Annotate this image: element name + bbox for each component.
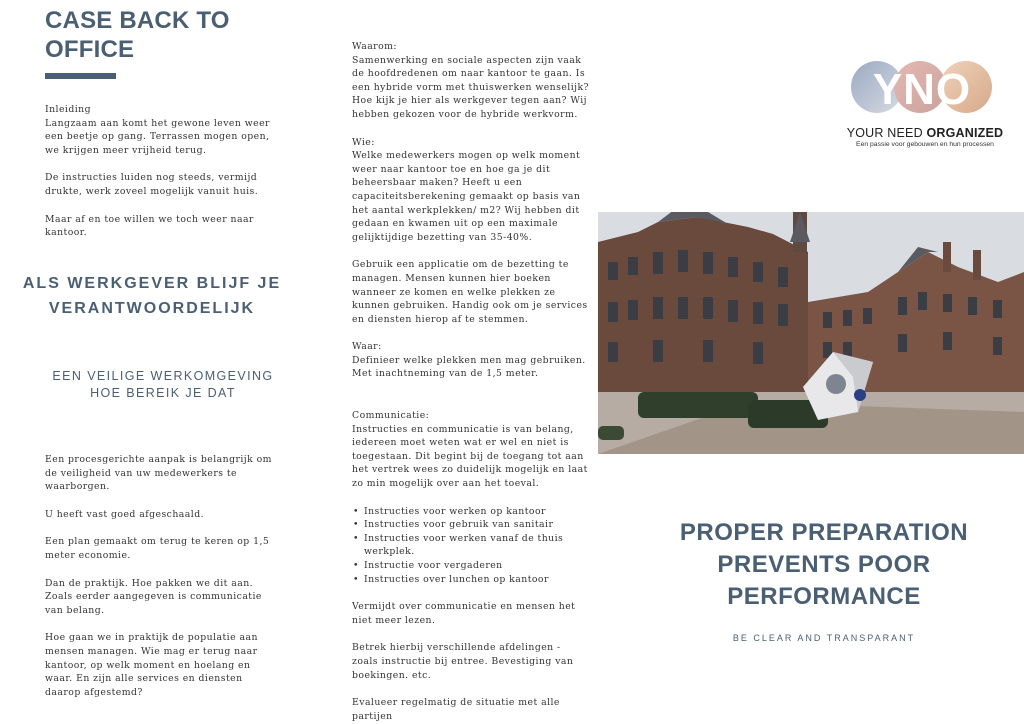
app-text: Gebruik een applicatie om de bezetting te managen. Mensen kunnen hier boeken wanneer ze komen en welke plekken ze kunnen gebruiken. Handig ook om je services en diensten hierop af te stemmen. xyxy=(352,259,588,325)
building-photo-icon xyxy=(598,212,1024,454)
list-item: • Instructies voor werken vanaf de thuis werkplek. xyxy=(364,532,590,559)
after-text-3: Evalueer regelmatig de situatie met alle partijen xyxy=(352,697,560,722)
intro-text-1: Langzaam aan komt het gewone leven weer een beetje op gang. Terrassen mogen open, we krijgen meer vrijheid terug. xyxy=(45,117,270,156)
list-item: • Instructies voor werken op kantoor xyxy=(364,505,590,519)
process-block xyxy=(45,453,275,699)
yno-logo xyxy=(840,56,1010,151)
process-text-5: Hoe gaan we in praktijk de populatie aan mensen managen. Wie mag er terug naar kantoor, op welk moment en hoelang en waar. En zijn alle services en diensten daarop afgestemd? xyxy=(45,632,258,698)
waar-label: Waar: xyxy=(352,341,382,353)
page-title: CASE BACK TO OFFICE xyxy=(45,7,230,63)
building-photo xyxy=(598,212,1024,454)
intro-block xyxy=(45,103,280,240)
waarom-text: Samenwerking en sociale aspecten zijn vaak de hoofdredenen om naar kantoor te gaan. Is een hybride vorm met thuiswerken wenselijk? Hoe kijk je hier als werkgever tegen aan? Wij hebben gekozen voor de hybride werkvorm. xyxy=(352,54,589,120)
logo-mark-icon xyxy=(840,56,1010,116)
after-text-2: Betrek hierbij verschillende afdelingen - zoals instructie bij entree. Bevestiging van boekingen. etc. xyxy=(352,642,574,681)
title-underline xyxy=(45,73,116,79)
section-subheading: EEN VEILIGE WERKOMGEVING HOE BEREIK JE DAT xyxy=(52,369,274,400)
logo-name-part-1: YOUR NEED xyxy=(846,126,927,140)
intro-text-3: Maar af en toe willen we toch weer naar kantoor. xyxy=(45,213,254,239)
process-text-3: Een plan gemaakt om terug te keren op 1,5 meter economie. xyxy=(45,536,270,561)
waarom-label: Waarom: xyxy=(352,41,397,52)
instruction-list xyxy=(352,505,590,587)
tagline: BE CLEAR AND TRANSPARANT xyxy=(732,633,916,643)
middle-column xyxy=(352,40,590,723)
wie-text: Welke medewerkers mogen op welk moment weer naar kantoor toe en hoe ga je dit beheersbaar maken? Heeft u een capaciteitsberekening gemaakt op basis van het aantal werkplekken/ m2? Wij hebben dit gedaan en kwamen uit op een maximale gelijktijdige bezetting van 35-40%. xyxy=(352,150,581,243)
process-text-2: U heeft vast goed afgeschaald. xyxy=(45,508,204,520)
intro-label: Inleiding xyxy=(45,104,92,115)
wie-label: Wie: xyxy=(352,136,375,148)
waar-text: Definieer welke plekken men mag gebruiken. Met inachtneming van de 1,5 meter. xyxy=(352,354,586,380)
process-text-4: Dan de praktijk. Hoe pakken we dit aan. Zoals eerder aangegeven is communicatie van belang. xyxy=(45,577,262,616)
logo-slogan: Een passie voor gebouwen en hun processen xyxy=(856,141,994,148)
list-item: • Instructies voor gebruik van sanitair xyxy=(364,518,590,532)
headline: PROPER PREPARATION PREVENTS POOR PERFORMANCE xyxy=(679,519,969,610)
communicatie-text: Instructies en communicatie is van belang, iedereen moet weten wat er wel en niet is toegestaan. Dit begint bij de toegang tot aan het vertrek wees zo duidelijk mogelijk en laat zo min mogelijk over aan het toeval. xyxy=(352,423,588,490)
logo-name xyxy=(840,126,1010,140)
logo-name-part-2: ORGANIZED xyxy=(926,126,1004,140)
section-heading: ALS WERKGEVER BLIJF JE VERANTWOORDELIJK xyxy=(22,275,282,317)
list-item: • Instructie voor vergaderen xyxy=(364,559,590,573)
after-text-1: Vermijdt over communicatie en mensen het niet meer lezen. xyxy=(352,601,576,626)
list-item: • Instructies over lunchen op kantoor xyxy=(364,573,590,587)
process-text-1: Een procesgerichte aanpak is belangrijk om de veiligheid van uw medewerkers te waarborgen. xyxy=(45,454,272,493)
logo-letters: YNO xyxy=(872,65,972,114)
communicatie-label: Communicatie: xyxy=(352,410,430,422)
intro-text-2: De instructies luiden nog steeds, vermijd drukte, werk zoveel mogelijk vanuit huis. xyxy=(45,172,259,197)
